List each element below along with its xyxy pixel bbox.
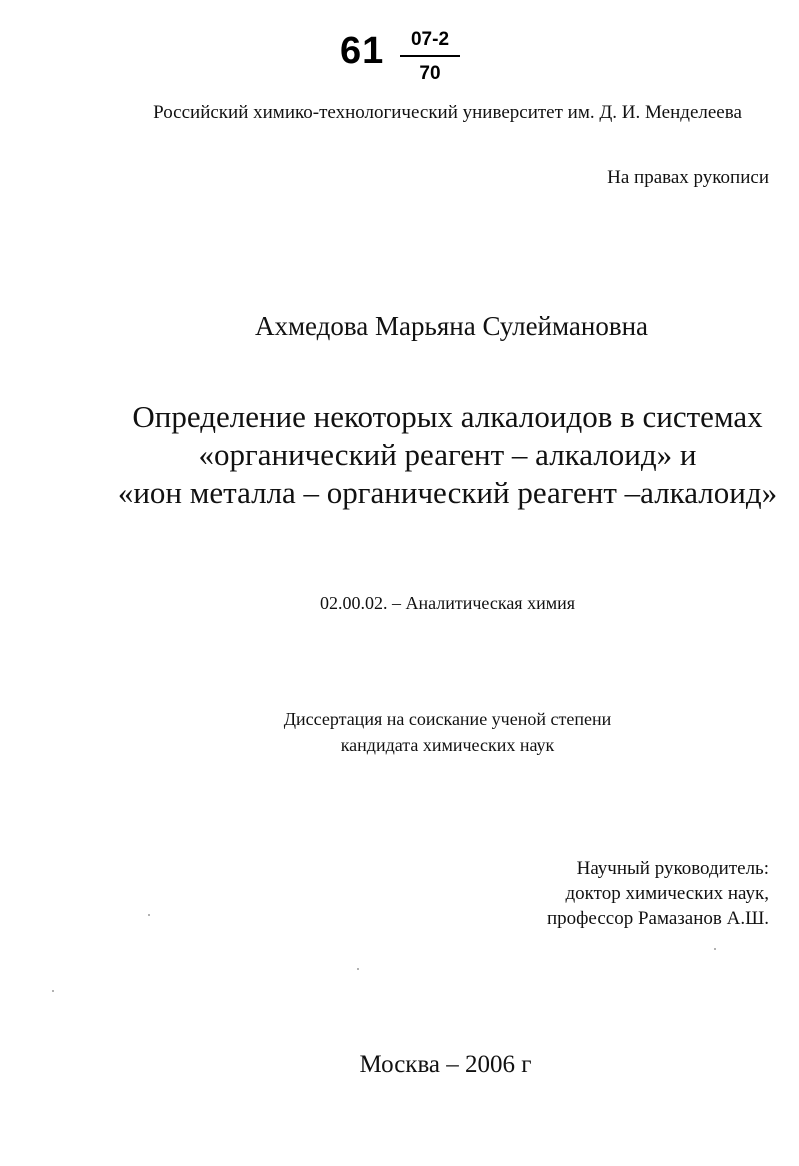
rights-notice: На правах рукописи xyxy=(607,167,769,188)
scan-speck xyxy=(148,914,150,916)
stamp-denominator: 70 xyxy=(419,63,441,84)
stamp-fraction-line xyxy=(400,55,460,57)
title-line-2: «органический реагент – алкалоид» и xyxy=(198,437,697,472)
dissertation-title xyxy=(0,398,799,512)
scan-speck xyxy=(52,990,54,992)
stamp-numerator: 07-2 xyxy=(410,29,450,50)
city-and-year: Москва – 2006 г xyxy=(359,1051,532,1078)
library-stamp xyxy=(340,28,480,88)
supervisor-info xyxy=(547,856,769,931)
university-name: Российский химико-технологический университет им. Д. И. Менделеева xyxy=(153,102,742,123)
degree-line-2: кандидата химических наук xyxy=(340,735,555,755)
scan-speck xyxy=(357,968,359,970)
degree-line-1: Диссертация на соискание ученой степени xyxy=(283,709,612,729)
title-line-1: Определение некоторых алкалоидов в системах xyxy=(132,399,763,434)
specialty-code: 02.00.02. – Аналитическая химия xyxy=(319,593,576,613)
stamp-code: 61 xyxy=(340,30,385,72)
supervisor-line-1: Научный руководитель: xyxy=(576,858,769,879)
scan-speck xyxy=(714,948,716,950)
author-name: Ахмедова Марьяна Сулеймановна xyxy=(254,311,649,341)
degree-statement xyxy=(0,706,799,758)
supervisor-line-3: профессор Рамазанов А.Ш. xyxy=(546,908,769,929)
title-line-3: «ион металла – органический реагент –алкалоид» xyxy=(117,475,778,510)
supervisor-line-2: доктор химических наук, xyxy=(565,883,769,904)
